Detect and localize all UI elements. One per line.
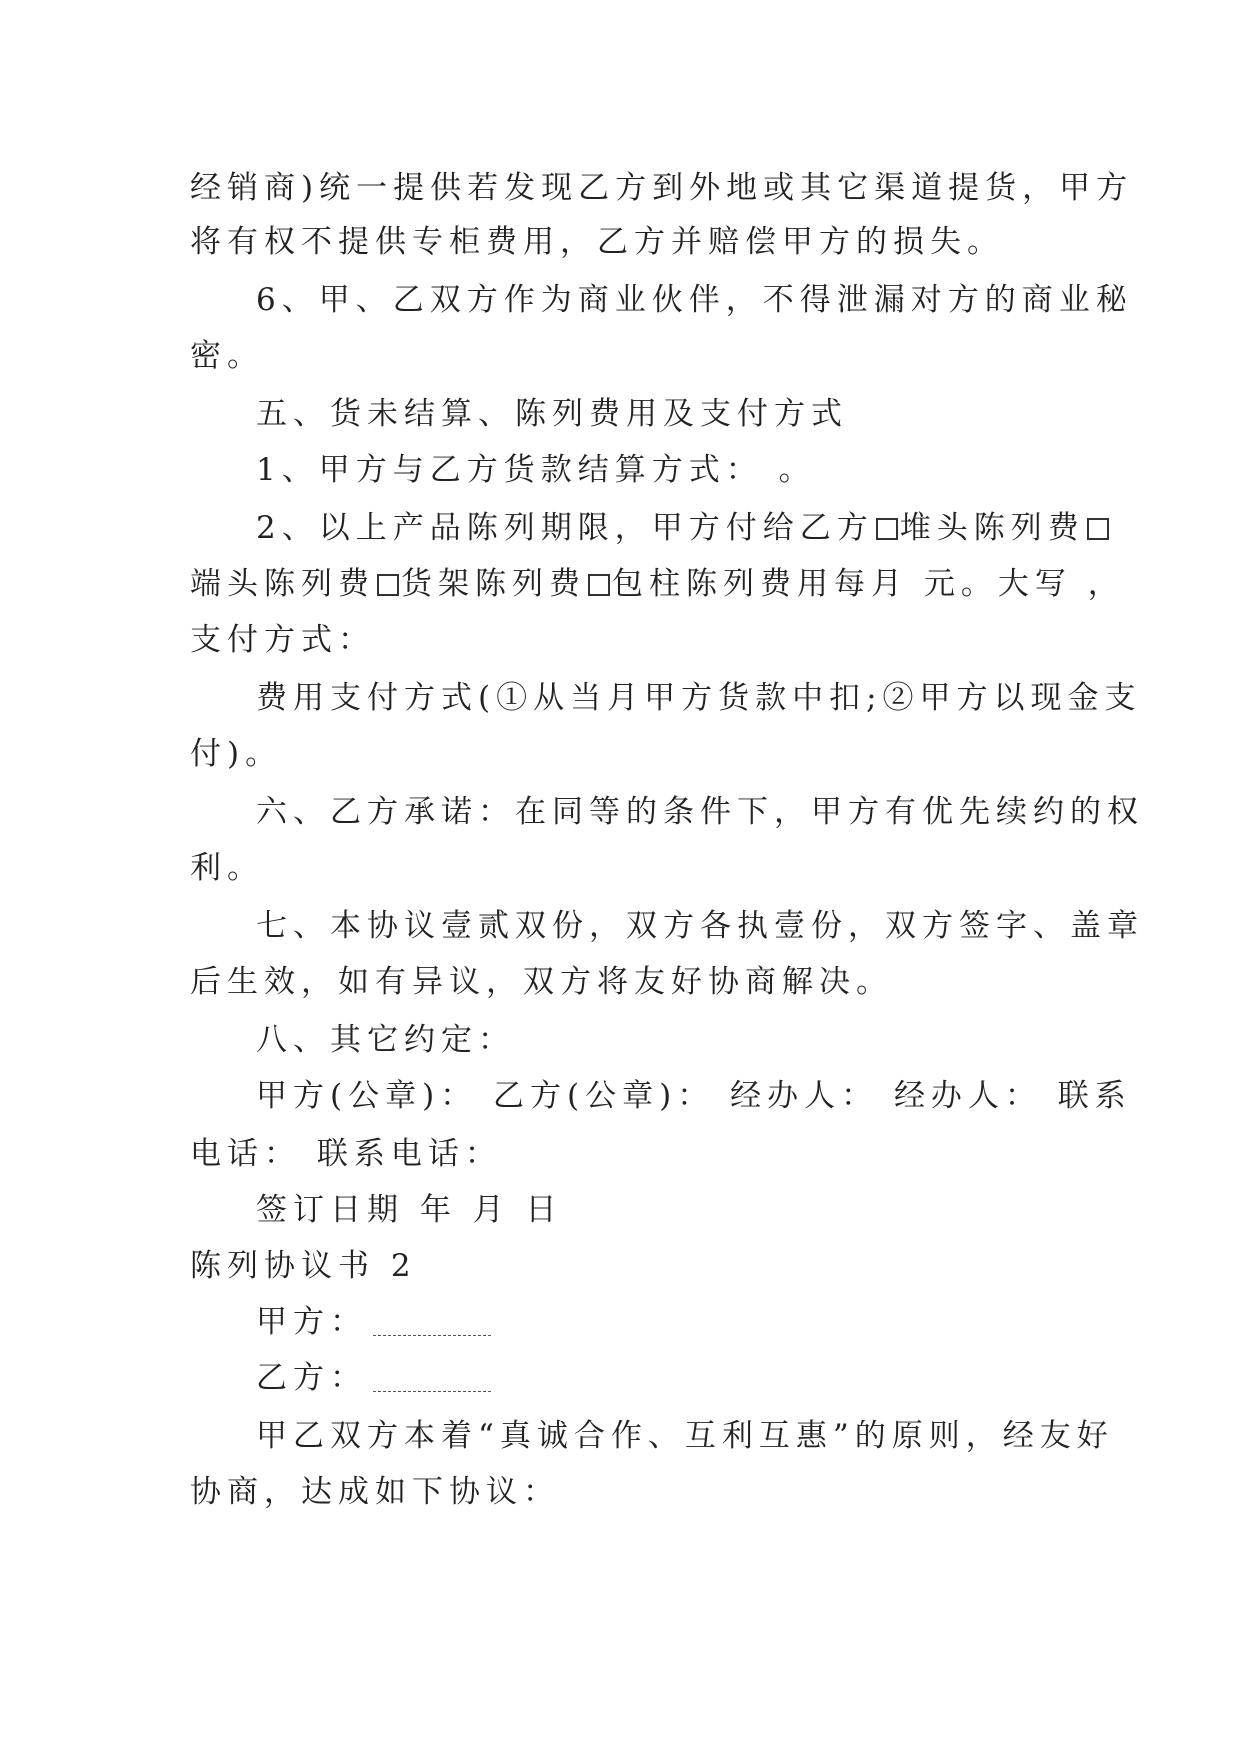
text-line: 密。 — [190, 338, 264, 374]
signature-line: 电话： 联系电话： — [190, 1136, 502, 1172]
text-line-with-checkboxes — [256, 510, 1111, 546]
text-line: 利。 — [190, 850, 264, 886]
section-heading: 八、其它约定： — [256, 1022, 515, 1058]
party-b-label: 乙方： — [256, 1360, 367, 1396]
text-segment: 堆头陈列费 — [899, 510, 1085, 546]
checkbox[interactable] — [1087, 518, 1109, 540]
signature-line: 甲方(公章)： 乙方(公章)： 经办人： 经办人： 联系 — [256, 1078, 1132, 1114]
text-line: 6、甲、乙双方作为商业伙伴，不得泄漏对方的商业秘 — [256, 282, 1133, 318]
checkbox[interactable] — [876, 518, 898, 540]
text-line: 协商，达成如下协议： — [190, 1474, 560, 1510]
text-line: 支付方式： — [190, 622, 375, 658]
text-line: 甲乙双方本着“真诚合作、互利互惠”的原则，经友好 — [256, 1418, 1114, 1454]
section-heading: 七、本协议壹贰双份，双方各执壹份，双方签字、盖章 — [256, 908, 1144, 944]
text-line: 付)。 — [190, 736, 283, 772]
text-segment: 端头陈列费 — [190, 566, 375, 602]
checkbox[interactable] — [377, 574, 399, 596]
text-line: 将有权不提供专柜费用，乙方并赔偿甲方的损失。 — [190, 224, 1004, 260]
party-b-blank[interactable] — [373, 1367, 491, 1392]
party-b-line — [256, 1360, 491, 1396]
text-segment: 2、以上产品陈列期限，甲方付给乙方 — [256, 510, 874, 546]
text-line: 经销商)统一提供若发现乙方到外地或其它渠道提货，甲方 — [190, 170, 1134, 206]
text-line: 后生效，如有异议，双方将友好协商解决。 — [190, 964, 893, 1000]
party-a-blank[interactable] — [373, 1311, 491, 1336]
section-heading: 五、货未结算、陈列费用及支付方式 — [256, 396, 848, 432]
party-a-label: 甲方： — [256, 1304, 367, 1340]
text-line: 费用支付方式(①从当月甲方货款中扣;②甲方以现金支 — [256, 680, 1142, 716]
party-a-line — [256, 1304, 491, 1340]
document-title: 陈列协议书 2 — [190, 1248, 417, 1284]
date-line: 签订日期 年 月 日 — [256, 1192, 563, 1228]
text-segment: 货架陈列费 — [401, 566, 586, 602]
text-segment: 包柱陈列费用每月 元。大写 ， — [612, 566, 1125, 602]
section-heading: 六、乙方承诺：在同等的条件下，甲方有优先续约的权 — [256, 794, 1144, 830]
text-line-with-checkboxes — [190, 566, 1125, 602]
checkbox[interactable] — [588, 574, 610, 596]
text-line: 1、甲方与乙方货款结算方式： 。 — [256, 452, 816, 488]
